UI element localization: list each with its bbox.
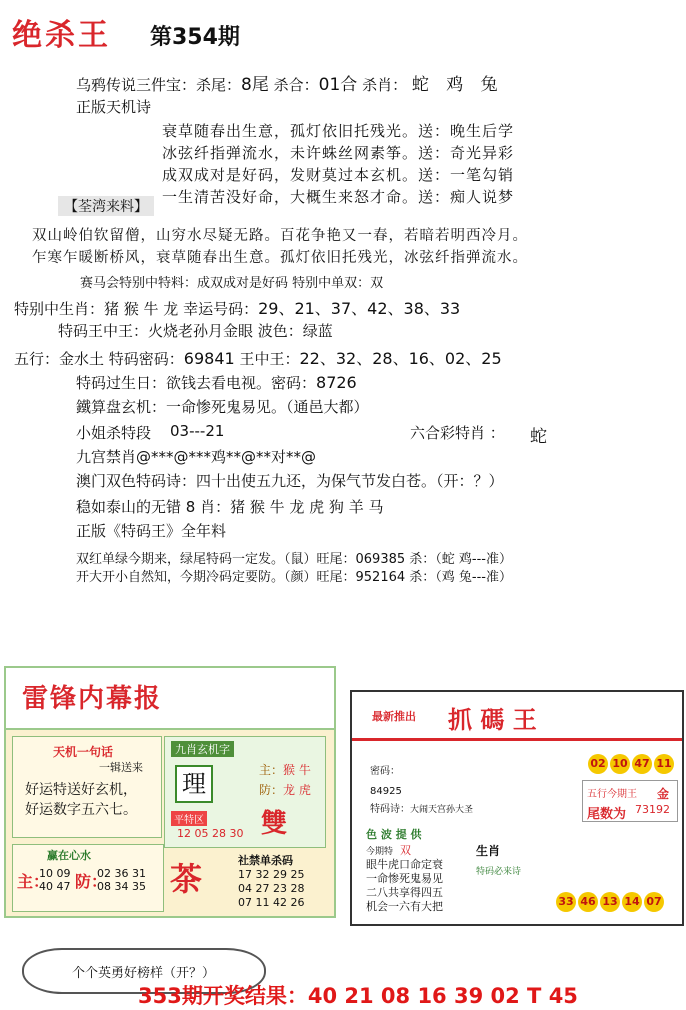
poem-title: 正版天机诗: [76, 98, 152, 116]
abacus-row: 鐵算盘玄机：一命惨死鬼易见。（通邑大都）: [76, 398, 369, 416]
top-ball-2: 10: [610, 754, 630, 774]
tail-value: 73192: [635, 803, 670, 816]
zhu-label: 主：: [259, 763, 284, 777]
pingte-label: 平特区: [171, 811, 207, 826]
king-row: 特码王中王：火烧老孙月金眼 波色：绿蓝: [58, 322, 333, 340]
jin-char: 金: [657, 787, 670, 801]
six-value: 蛇: [530, 427, 547, 447]
top-ball-4: 11: [654, 754, 674, 774]
code-label: 密码：: [370, 766, 400, 777]
bottom-ball-3: 13: [600, 892, 620, 912]
badge-text: 最新推出: [372, 710, 416, 723]
tail-label: 尾数为: [587, 807, 627, 822]
code-value: 84925: [370, 786, 402, 797]
zhu-row: [259, 761, 311, 778]
verse-1: 眼牛虎口命定衰: [366, 858, 443, 871]
center-label: 赢在心水: [47, 849, 91, 862]
verse-4: 机会一六有大把: [366, 900, 443, 913]
result-row: [138, 980, 578, 1010]
top-ball-1: 02: [588, 754, 608, 774]
cloud-text: 个个英勇好榜样（开？）: [72, 966, 216, 981]
horse-row: 赛马会特别中特料：成双成对是好码 特别中单双：双: [80, 276, 384, 291]
wang-label: 王中王：: [239, 350, 300, 368]
zhu-value: 猴 牛: [283, 763, 311, 777]
wuhang-box: [582, 780, 678, 822]
wang-numbers: 22、32、28、16、02、25: [299, 349, 502, 368]
shuang-char: 雙: [261, 809, 288, 839]
result-label: 353期开奖结果：: [138, 984, 308, 1008]
para-line-2: 乍寒乍暖断桥风，衰草随春出生意。孤灯依旧托残光，冰弦纤指弹流水。: [32, 250, 528, 266]
sky-verse-2: 好运数字五六七。: [25, 802, 137, 818]
poem-line-3: 成双成对是好码，发财莫过本玄机。送：一笔勾销: [162, 166, 515, 184]
poem-hint-value: 大闹天宫孙大圣: [410, 805, 474, 815]
page-title: 绝杀王: [12, 18, 111, 53]
grid-right-2: 08 34 35: [97, 880, 146, 893]
leifeng-heading: 雷锋内幕报: [22, 684, 163, 714]
center-box: [12, 844, 164, 912]
crow-combo: 01合: [318, 75, 358, 95]
fang-label: 防：: [259, 783, 284, 797]
poem-hint-label: 特码诗：: [370, 804, 410, 815]
crow-mid: 杀合：: [273, 76, 319, 94]
jiuxiao-label: 九肖玄机字: [171, 741, 234, 757]
zhuamawang-title: 抓 碼 王: [448, 705, 537, 734]
wuxing-code: 69841: [183, 349, 235, 368]
color-char-4: 供: [410, 828, 422, 841]
fang-value: 龙 虎: [283, 783, 311, 797]
color-char-3: 提: [395, 828, 407, 841]
she-row-3: 07 11 42 26: [238, 896, 305, 909]
foot-line-2: 开大开小自然知，今期冷码定要防。（颜）旺尾：952164 杀：（鸡 兔---准）: [76, 570, 512, 585]
miss-value: 03---21: [170, 422, 225, 440]
lucky-numbers: 29、21、37、42、38、33: [258, 299, 461, 318]
zhuamawang-header: [352, 692, 682, 741]
birthday-label: 特码过生日：欲钱去看电视。密码：: [76, 374, 317, 392]
poem-line-2: 冰弦纤指弹流水，未许蛛丝网素筝。送：奇光异彩: [162, 144, 515, 162]
miss-label: 小姐杀特段: [76, 424, 152, 442]
jiuxiao-box: [164, 736, 326, 848]
six-label: 六合彩特肖 ：: [410, 424, 505, 442]
color-char-1: 色: [366, 828, 377, 841]
poem-line-1: 衰草随春出生意，孤灯依旧托残光。送：晚生后学: [162, 122, 515, 140]
fang-row: [259, 781, 311, 798]
wuxing-row: [14, 346, 502, 369]
sky-sub: 一辑送来: [99, 761, 143, 774]
special-row: [14, 296, 460, 319]
grid-left-1: 10 09: [39, 867, 71, 880]
crow-row: [76, 70, 504, 95]
verse-2: 一命惨死鬼易见: [366, 872, 443, 885]
top-ball-3: 47: [632, 754, 652, 774]
she-row-2: 04 27 23 28: [238, 882, 305, 895]
grid-right-1: 02 36 31: [97, 867, 146, 880]
this-issue-label: 今期特: [366, 847, 394, 857]
zhuamawang-panel: [350, 690, 684, 926]
bottom-ball-5: 07: [644, 892, 664, 912]
birthday-code: 8726: [316, 373, 357, 392]
zhu2-label: 主：: [17, 872, 50, 891]
wuhang-label: 五行今期王: [587, 789, 637, 800]
poem-hint: [370, 800, 473, 815]
li-char: 理: [175, 765, 213, 803]
special-label: 特别中生肖：猪 猴 牛 龙 幸运号码：: [14, 300, 259, 318]
ping-numbers: 12 05 28 30: [177, 827, 244, 840]
wuxing-label: 五行：金水土 特码密码：: [14, 350, 184, 368]
sky-label: 天机一句话: [53, 745, 114, 759]
nine-palace-row: 九宫禁肖@***@***鸡**@**对**@: [76, 448, 317, 466]
birthday-row: [76, 372, 357, 393]
crow-label: 乌鸦传说三件宝：杀尾：: [76, 76, 242, 94]
foot-line-1: 双红单绿今期来，绿尾特码一定发。（鼠）旺尾：069385 杀：（蛇 鸡---准）: [76, 552, 512, 567]
crow-tail: 8尾: [241, 75, 269, 95]
shengxiao-label: 生肖: [476, 844, 501, 858]
grid-left-2: 40 47: [39, 880, 71, 893]
leifeng-panel: [4, 666, 336, 918]
bottom-ball-2: 46: [578, 892, 598, 912]
macau-row: 澳门双色特码诗：四十出使五九还，为保气节发白苍。（开：？）: [76, 472, 504, 490]
source-tag: 【荃湾来料】: [58, 196, 154, 216]
poem-line-4: 一生清苦没好命，大概生来怒才命。送：痴人说梦: [162, 188, 515, 206]
full-year-title: 正版《特码王》全年料: [76, 522, 227, 540]
leifeng-header: [6, 668, 334, 730]
color-char-2: 波: [380, 828, 392, 841]
fang2-label: 防：: [75, 872, 108, 891]
taishan-row: 稳如泰山的无错 8 肖：猪 猴 牛 龙 虎 狗 羊 马: [76, 498, 384, 516]
bottom-ball-4: 14: [622, 892, 642, 912]
sky-box: [12, 736, 162, 838]
this-issue-value: 双: [400, 844, 411, 857]
she-row-1: 17 32 29 25: [238, 868, 305, 881]
verse-3: 二八共享得四五: [366, 886, 443, 899]
color-row: [366, 826, 422, 842]
crow-zodiacs: 蛇 鸡 兔: [411, 75, 504, 95]
para-line-1: 双山岭伯钦留僧，山穷水尽疑无路。百花争艳又一春，若暗若明西冷月。: [32, 228, 528, 244]
sky-verse-1: 好运特送好玄机，: [25, 782, 137, 798]
crow-zodiac-label: 杀肖：: [362, 76, 408, 94]
cha-char: 茶: [170, 860, 203, 898]
result-numbers: 40 21 08 16 39 02 T 45: [307, 984, 578, 1008]
she-label: 社禁单杀码: [238, 854, 293, 867]
bottom-ball-1: 33: [556, 892, 576, 912]
issue-number: 第354期: [150, 25, 240, 50]
special-poem-label: 特码必来诗: [476, 867, 522, 877]
